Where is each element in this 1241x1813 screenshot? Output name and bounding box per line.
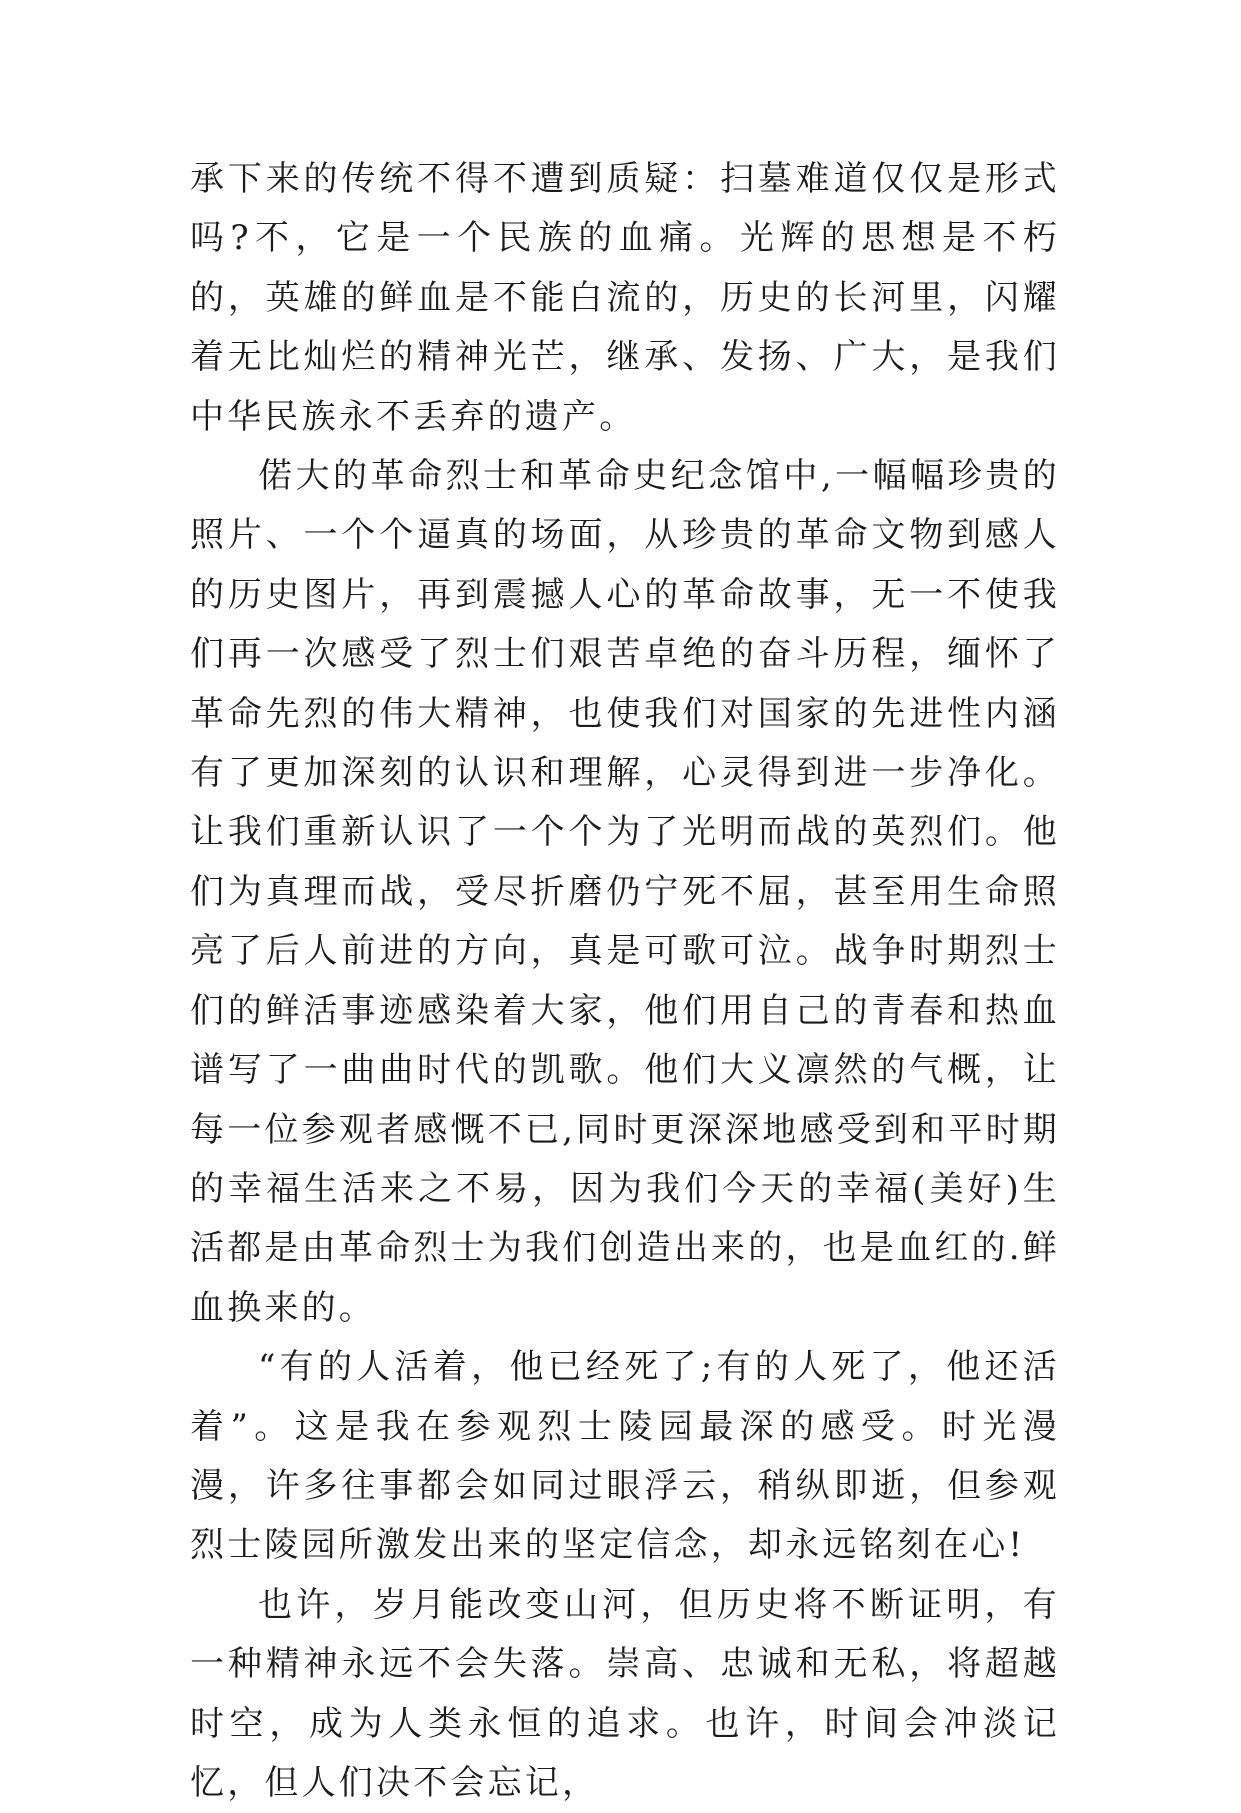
- paragraph-spirit: 也许，岁月能改变山河，但历史将不断证明，有一种精神永远不会失落。崇高、忠诚和无私，将超越时空，成为人类永恒的追求。也许，时间会冲淡记忆，但人们决不会忘记，: [190, 1584, 1060, 1803]
- paragraph-continuation: 承下来的传统不得不遭到质疑：扫墓难道仅仅是形式吗?不，它是一个民族的血痛。光辉的思想是不朽的，英雄的鲜血是不能白流的，历史的长河里，闪耀着无比灿烂的精神光芒，继承、发扬、广大，是我们中华民族永不丢弃的遗产。: [190, 159, 1060, 437]
- paragraph-quote: “有的人活着，他已经死了;有的人死了，他还活着”。这是我在参观烈士陵园最深的感受。时光漫漫，许多往事都会如同过眼浮云，稍纵即逝，但参观烈士陵园所激发出来的坚定信念，却永远铭刻在心!: [190, 1347, 1060, 1566]
- paragraph-memorial-hall: 偌大的革命烈士和革命史纪念馆中,一幅幅珍贵的照片、一个个逼真的场面，从珍贵的革命文物到感人的历史图片，再到震撼人心的革命故事，无一不使我们再一次感受了烈士们艰苦卓绝的奋斗历程，缅怀了革命先烈的伟大精神，也使我们对国家的先进性内涵有了更加深刻的认识和理解，心灵得到进一步净化。让我们重新认识了一个个为了光明而战的英烈们。他们为真理而战，受尽折磨仍宁死不屈，甚至用生命照亮了后人前进的方向，真是可歌可泣。战争时期烈士们的鲜活事迹感染着大家，他们用自己的青春和热血谱写了一曲曲时代的凯歌。他们大义凛然的气概，让每一位参观者感慨不已,同时更深深地感受到和平时期的幸福生活来之不易，因为我们今天的幸福(美好)生活都是由革命烈士为我们创造出来的，也是血红的.鲜血换来的。: [190, 456, 1060, 1328]
- body-text: [190, 150, 1060, 1813]
